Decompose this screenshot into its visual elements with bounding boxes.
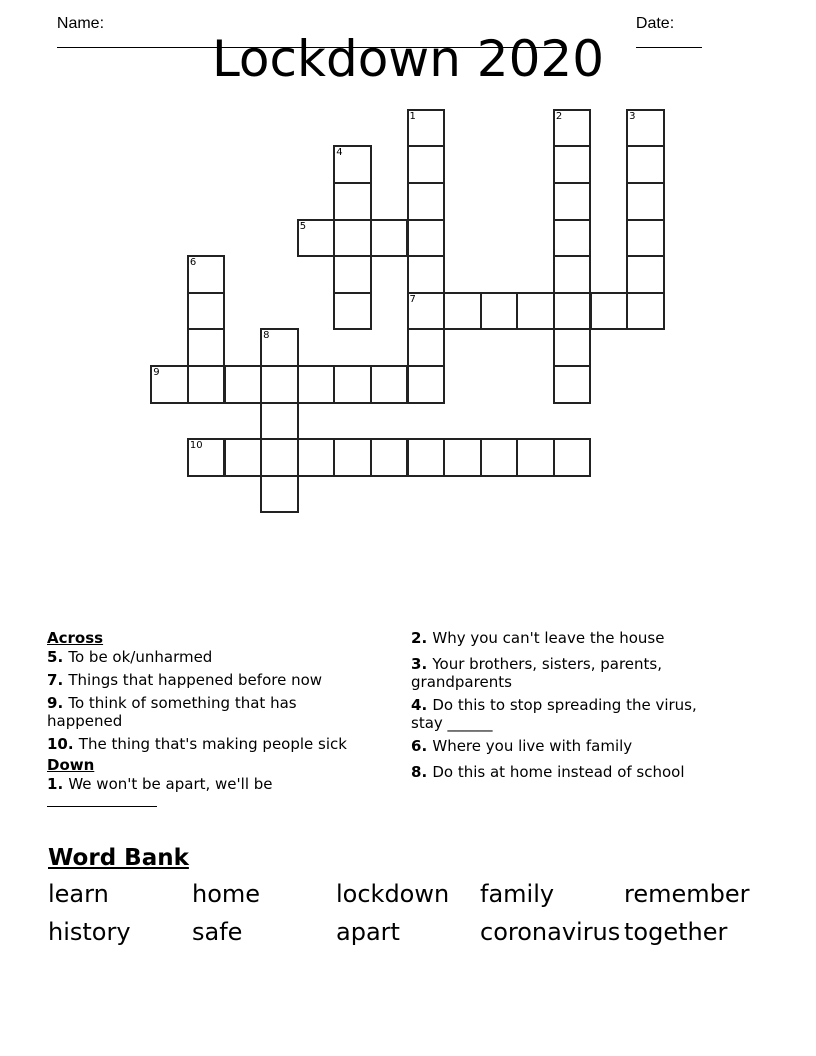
grid-cell[interactable] xyxy=(333,255,372,294)
grid-cell[interactable] xyxy=(407,145,446,184)
clue-down-4: 4. Do this to stop spreading the virus, stay ______ xyxy=(411,696,697,732)
word-bank-word: safe xyxy=(192,918,243,946)
clue-across-10: 10. The thing that's making people sick xyxy=(47,735,347,753)
grid-cell[interactable] xyxy=(553,365,592,404)
clue-across-5: 5. To be ok/unharmed xyxy=(47,648,213,666)
grid-cell[interactable] xyxy=(443,438,482,477)
grid-cell[interactable] xyxy=(407,255,446,294)
clue-down-2: 2. Why you can't leave the house xyxy=(411,629,665,647)
clue-number: 7 xyxy=(409,293,416,305)
grid-cell[interactable] xyxy=(407,182,446,221)
word-bank-word: lockdown xyxy=(336,880,450,908)
grid-cell[interactable] xyxy=(333,182,372,221)
word-bank-word: family xyxy=(480,880,555,908)
grid-cell[interactable] xyxy=(553,438,592,477)
grid-cell[interactable] xyxy=(626,255,665,294)
grid-cell[interactable] xyxy=(187,328,226,367)
clue-number: 8 xyxy=(263,330,270,342)
name-label: Name: xyxy=(56,15,105,32)
clue-number: 10 xyxy=(189,440,203,452)
clue-number: 6 xyxy=(189,257,197,269)
grid-cell[interactable] xyxy=(553,292,592,331)
grid-cell[interactable] xyxy=(407,438,446,477)
date-label: Date: xyxy=(635,15,675,32)
grid-cell[interactable] xyxy=(297,219,336,258)
word-bank-word: history xyxy=(48,918,131,946)
grid-cell[interactable] xyxy=(443,292,482,331)
clue-down-6: 6. Where you live with family xyxy=(411,737,633,755)
clue-number: 4 xyxy=(336,147,343,159)
clue-across-7: 7. Things that happened before now xyxy=(47,671,323,689)
word-bank-word: together xyxy=(624,918,728,946)
grid-cell[interactable] xyxy=(333,292,372,331)
grid-cell[interactable] xyxy=(187,255,226,294)
grid-cell[interactable] xyxy=(260,402,299,441)
grid-cell[interactable] xyxy=(333,145,372,184)
word-bank-title: Word Bank xyxy=(48,845,189,871)
clue-number: 2 xyxy=(555,110,563,122)
grid-cell[interactable] xyxy=(480,292,519,331)
grid-cell[interactable] xyxy=(260,438,299,477)
clue-down-8: 8. Do this at home instead of school xyxy=(411,763,685,781)
grid-cell[interactable] xyxy=(260,475,299,514)
clues-right-column xyxy=(411,629,741,786)
grid-cell[interactable] xyxy=(553,109,592,148)
grid-cell[interactable] xyxy=(553,145,592,184)
grid-cell[interactable] xyxy=(333,219,372,258)
word-bank-word: home xyxy=(192,880,261,908)
grid-cell[interactable] xyxy=(626,292,665,331)
grid-cell[interactable] xyxy=(370,365,409,404)
grid-cell[interactable] xyxy=(224,365,263,404)
grid-cell[interactable] xyxy=(516,292,555,331)
grid-cell[interactable] xyxy=(260,328,299,367)
grid-cell[interactable] xyxy=(553,219,592,258)
grid-cell[interactable] xyxy=(333,365,372,404)
clue-number: 5 xyxy=(299,220,307,232)
clue-down-3: 3. Your brothers, sisters, parents, grandparents xyxy=(411,655,662,691)
grid-cell[interactable] xyxy=(626,109,665,148)
grid-cell[interactable] xyxy=(407,109,446,148)
grid-cell[interactable] xyxy=(370,438,409,477)
clue-down-1: 1. We won't be apart, we'll be xyxy=(47,775,392,811)
down-heading: Down xyxy=(47,756,95,774)
grid-cell[interactable] xyxy=(187,292,226,331)
answer-blank-line xyxy=(47,794,157,807)
grid-cell[interactable] xyxy=(187,365,226,404)
word-bank-word: learn xyxy=(48,880,109,908)
grid-cell[interactable] xyxy=(626,219,665,258)
word-bank-word: apart xyxy=(336,918,400,946)
grid-cell[interactable] xyxy=(553,182,592,221)
grid-cell[interactable] xyxy=(260,365,299,404)
grid-cell[interactable] xyxy=(407,219,446,258)
grid-cell[interactable] xyxy=(187,438,226,477)
grid-cell[interactable] xyxy=(553,255,592,294)
grid-cell[interactable] xyxy=(626,145,665,184)
grid-cell[interactable] xyxy=(297,438,336,477)
grid-cell[interactable] xyxy=(370,219,409,258)
grid-cell[interactable] xyxy=(553,328,592,367)
word-bank-word: coronavirus xyxy=(480,918,621,946)
grid-cell[interactable] xyxy=(516,438,555,477)
grid-cell[interactable] xyxy=(407,365,446,404)
grid-cell[interactable] xyxy=(150,365,189,404)
grid-cell[interactable] xyxy=(297,365,336,404)
page-title: Lockdown 2020 xyxy=(211,30,605,88)
grid-cell[interactable] xyxy=(590,292,629,331)
grid-cell[interactable] xyxy=(480,438,519,477)
clues-left-column xyxy=(47,629,392,816)
grid-cell[interactable] xyxy=(407,328,446,367)
grid-cell[interactable] xyxy=(333,438,372,477)
grid-cell[interactable] xyxy=(224,438,263,477)
clue-across-9: 9. To think of something that has happened xyxy=(47,694,297,730)
grid-cell[interactable] xyxy=(407,292,446,331)
clue-number: 1 xyxy=(409,110,416,122)
across-heading: Across xyxy=(47,629,104,647)
grid-cell[interactable] xyxy=(626,182,665,221)
word-bank-word: remember xyxy=(624,880,750,908)
clue-number: 3 xyxy=(629,110,636,122)
clue-number: 9 xyxy=(153,367,160,378)
